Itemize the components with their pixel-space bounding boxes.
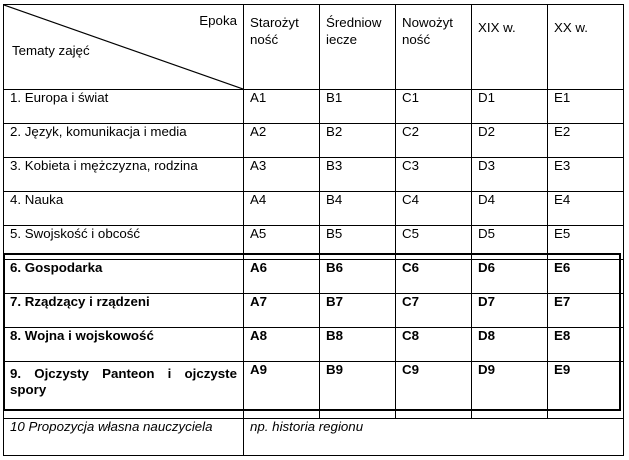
epoch-header-middle-ages: Średniow iecze	[320, 5, 396, 90]
code-cell: E7	[548, 294, 624, 328]
topics-axis-label: Tematy zajęć	[12, 43, 90, 58]
code-cell: B6	[320, 260, 396, 294]
corner-header-cell	[4, 5, 244, 90]
code-cell: E2	[548, 124, 624, 158]
code-cell: E1	[548, 90, 624, 124]
topic-cell: 7. Rządzący i rządzeni	[4, 294, 244, 328]
code-cell: D3	[472, 158, 548, 192]
table-row	[4, 124, 624, 158]
code-cell: B8	[320, 328, 396, 362]
epoch-header-antiquity: Starożyt ność	[244, 5, 320, 90]
topic-cell: 6. Gospodarka	[4, 260, 244, 294]
code-cell: D5	[472, 226, 548, 260]
topics-epochs-table	[3, 4, 624, 456]
epoch-header-19th-century: XIX w.	[472, 5, 548, 90]
topic-cell: 1. Europa i świat	[4, 90, 244, 124]
code-cell: D8	[472, 328, 548, 362]
code-cell: C8	[396, 328, 472, 362]
code-cell: A1	[244, 90, 320, 124]
header-row	[4, 5, 624, 90]
code-cell: B9	[320, 362, 396, 419]
epoch-axis-label: Epoka	[199, 13, 237, 28]
code-cell: C2	[396, 124, 472, 158]
epoch-header-early-modern: Nowożyt ność	[396, 5, 472, 90]
code-cell: B7	[320, 294, 396, 328]
table-row	[4, 192, 624, 226]
code-cell: A2	[244, 124, 320, 158]
code-cell: E6	[548, 260, 624, 294]
code-cell: C7	[396, 294, 472, 328]
code-cell: D1	[472, 90, 548, 124]
code-cell: C9	[396, 362, 472, 419]
code-cell: A4	[244, 192, 320, 226]
table-row-highlighted	[4, 328, 624, 362]
topic-cell: 8. Wojna i wojskowość	[4, 328, 244, 362]
code-cell: B4	[320, 192, 396, 226]
code-cell: C3	[396, 158, 472, 192]
code-cell: E5	[548, 226, 624, 260]
code-cell: B1	[320, 90, 396, 124]
teacher-proposal-cell: 10 Propozycja własna nauczyciela	[4, 419, 244, 456]
topic-cell: 2. Język, komunikacja i media	[4, 124, 244, 158]
code-cell: E8	[548, 328, 624, 362]
code-cell: D7	[472, 294, 548, 328]
topic-cell: 4. Nauka	[4, 192, 244, 226]
code-cell: C6	[396, 260, 472, 294]
code-cell: C1	[396, 90, 472, 124]
topic-cell: 9. Ojczysty Panteon i ojczyste spory	[4, 362, 244, 419]
code-cell: E4	[548, 192, 624, 226]
code-cell: A7	[244, 294, 320, 328]
code-cell: D2	[472, 124, 548, 158]
code-cell: B3	[320, 158, 396, 192]
proposal-example-cell: np. historia regionu	[244, 419, 624, 456]
table-row-highlighted	[4, 294, 624, 328]
code-cell: D6	[472, 260, 548, 294]
topic-cell: 3. Kobieta i mężczyzna, rodzina	[4, 158, 244, 192]
code-cell: A6	[244, 260, 320, 294]
code-cell: C4	[396, 192, 472, 226]
code-cell: E9	[548, 362, 624, 419]
code-cell: D4	[472, 192, 548, 226]
code-cell: A9	[244, 362, 320, 419]
code-cell: C5	[396, 226, 472, 260]
code-cell: B2	[320, 124, 396, 158]
table-row	[4, 158, 624, 192]
code-cell: D9	[472, 362, 548, 419]
topic-cell: 5. Swojskość i obcość	[4, 226, 244, 260]
code-cell: A3	[244, 158, 320, 192]
code-cell: B5	[320, 226, 396, 260]
footer-row	[4, 419, 624, 456]
table-row-highlighted	[4, 362, 624, 419]
code-cell: A8	[244, 328, 320, 362]
table-row-highlighted	[4, 260, 624, 294]
table-row	[4, 90, 624, 124]
epoch-header-20th-century: XX w.	[548, 5, 624, 90]
table-row	[4, 226, 624, 260]
code-cell: A5	[244, 226, 320, 260]
code-cell: E3	[548, 158, 624, 192]
